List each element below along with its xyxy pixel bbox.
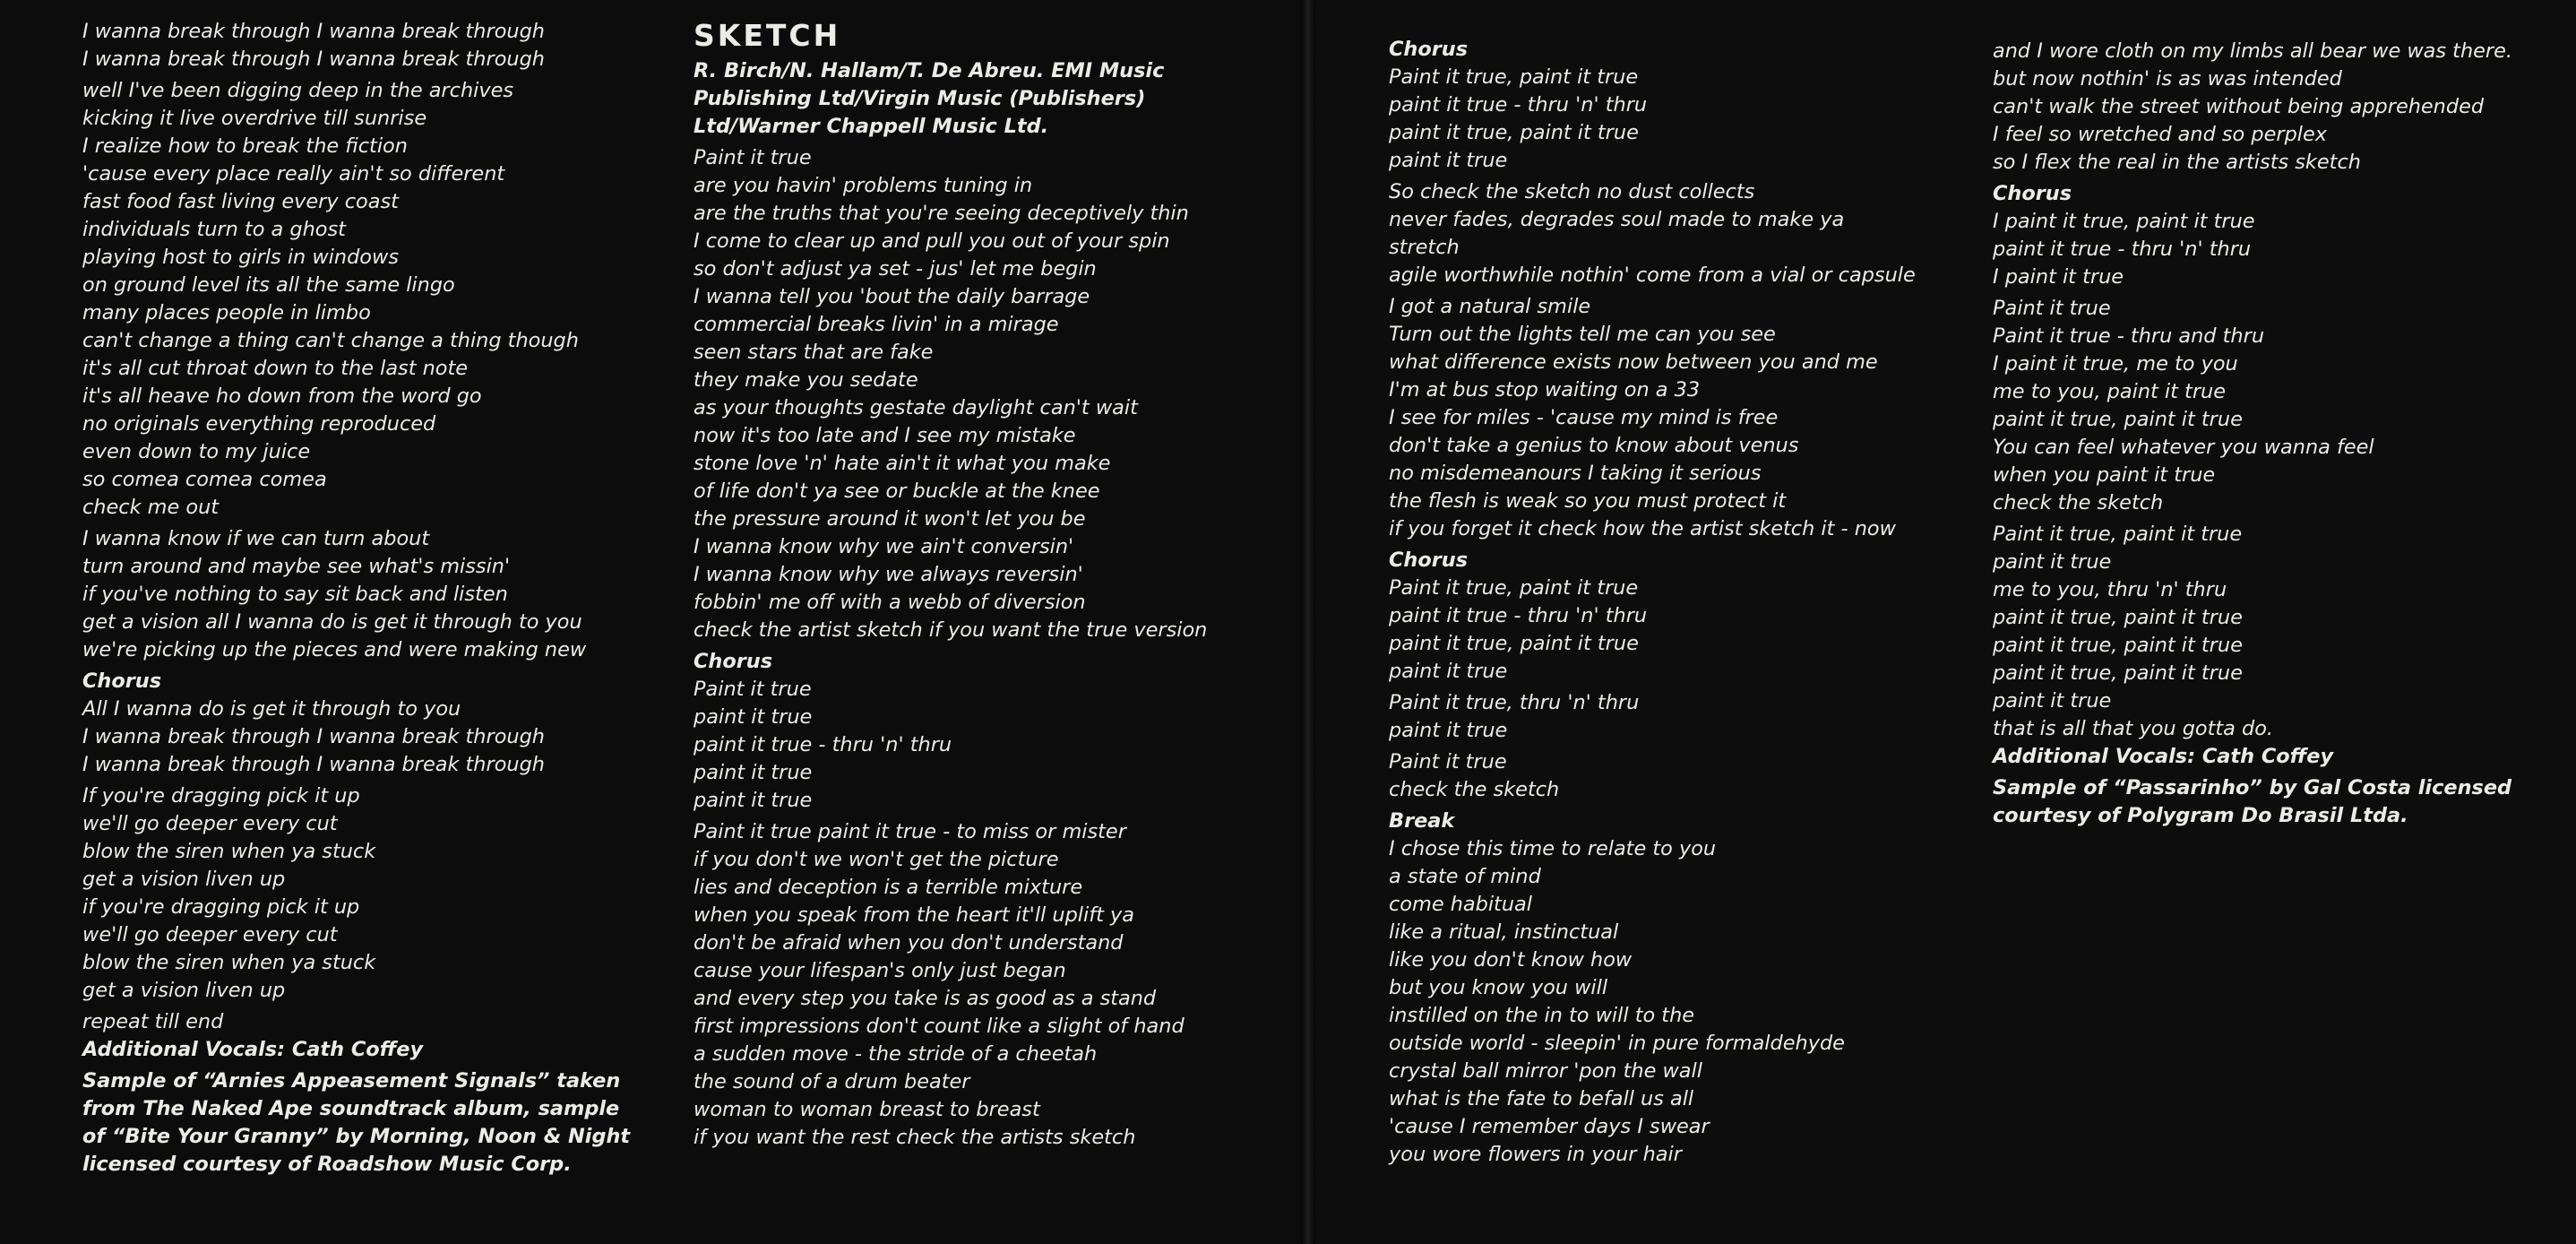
section-heading: Chorus	[1993, 182, 2072, 205]
credit-line: Additional Vocals: Cath Coffey	[1993, 745, 2334, 768]
lyric-line: if you want the rest check the artists sketch	[694, 1126, 1136, 1149]
lyric-line: paint it true	[694, 789, 813, 812]
credit-line: courtesy of Polygram Do Brasil Ltda.	[1993, 804, 2408, 827]
lyric-line: they make you sedate	[694, 368, 918, 392]
section-heading: Chorus	[694, 650, 773, 673]
lyric-line: paint it true, paint it true	[1993, 634, 2243, 657]
lyric-line: are you havin' problems tuning in	[694, 174, 1033, 197]
lyric-line: so comea comea comea	[82, 468, 327, 491]
lyric-line: repeat till end	[82, 1010, 224, 1033]
lyric-line: but now nothin' is as was intended	[1993, 67, 2342, 91]
credit-line: Publishing Ltd/Virgin Music (Publishers)	[694, 87, 1146, 110]
lyric-line: I'm at bus stop waiting on a 33	[1389, 378, 1701, 402]
lyric-line: instilled on the in to will to the	[1389, 1004, 1695, 1027]
lyric-line: paint it true, paint it true	[1993, 661, 2243, 685]
lyric-line: as your thoughts gestate daylight can't wait	[694, 396, 1138, 419]
lyric-line: first impressions don't count like a slight of hand	[694, 1015, 1185, 1038]
lyric-line: if you've nothing to say sit back and listen	[82, 583, 508, 606]
lyric-line: get a vision liven up	[82, 868, 286, 891]
lyric-line: Paint it true	[694, 146, 812, 169]
credit-line: Sample of “Passarinho” by Gal Costa licensed	[1993, 776, 2512, 799]
lyric-line: that is all that you gotta do.	[1993, 717, 2274, 740]
lyric-line: paint it true	[1993, 550, 2112, 574]
lyric-line: So check the sketch no dust collects	[1389, 180, 1755, 203]
lyric-line: check me out	[82, 496, 220, 519]
lyric-line: Paint it true	[694, 678, 812, 701]
lyric-line: I wanna know why we ain't conversin'	[694, 535, 1074, 558]
lyric-line: 'cause I remember days I swear	[1389, 1115, 1710, 1138]
lyric-line: turn around and maybe see what's missin'	[82, 555, 511, 578]
lyric-line: I wanna tell you 'bout the daily barrage	[694, 285, 1090, 308]
lyric-line: crystal ball mirror 'pon the wall	[1389, 1059, 1702, 1083]
lyric-line: Paint it true, paint it true	[1993, 523, 2243, 546]
lyric-line: paint it true, paint it true	[1993, 606, 2243, 629]
lyric-line: if you're dragging pick it up	[82, 895, 360, 919]
lyric-line: 'cause every place really ain't so different	[82, 162, 505, 186]
lyric-line: of life don't ya see or buckle at the knee	[694, 479, 1100, 503]
lyric-line: well I've been digging deep in the archives	[82, 79, 514, 102]
lyric-line: All I wanna do is get it through to you	[82, 697, 461, 721]
lyric-line: on ground level its all the same lingo	[82, 273, 455, 297]
lyric-line: woman to woman breast to breast	[694, 1098, 1040, 1121]
lyric-line: many places people in limbo	[82, 301, 371, 324]
lyric-line: like you don't know how	[1389, 948, 1633, 972]
lyric-line: seen stars that are fake	[694, 341, 934, 364]
credit-line: R. Birch/N. Hallam/T. De Abreu. EMI Music	[694, 59, 1165, 82]
lyric-line: paint it true	[1389, 660, 1508, 683]
lyric-line: we're picking up the pieces and were making new	[82, 638, 587, 661]
lyric-line: I wanna break through I wanna break through	[82, 48, 546, 71]
lyric-line: the pressure around it won't let you be	[694, 507, 1086, 531]
lyric-line: I come to clear up and pull you out of your spin	[694, 229, 1170, 253]
lyric-line: so don't adjust ya set - jus' let me begin	[694, 257, 1097, 281]
lyric-line: if you forget it check how the artist sketch it - now	[1389, 517, 1896, 540]
lyric-line: are the truths that you're seeing deceptively thin	[694, 202, 1189, 225]
lyric-line: blow the siren when ya stuck	[82, 951, 376, 974]
lyric-line: me to you, thru 'n' thru	[1993, 578, 2227, 601]
lyric-line: paint it true	[694, 705, 813, 729]
lyric-line: the flesh is weak so you must protect it	[1389, 489, 1787, 513]
lyric-line: when you paint it true	[1993, 463, 2216, 487]
lyrics-column-2	[694, 18, 1207, 1152]
lyric-line: Turn out the lights tell me can you see	[1389, 323, 1776, 346]
lyric-line: stretch	[1389, 236, 1460, 259]
lyric-line: check the sketch	[1389, 778, 1560, 801]
lyric-line: it's all heave ho down from the word go	[82, 384, 482, 408]
credit-line: of “Bite Your Granny” by Morning, Noon & Night	[82, 1125, 631, 1148]
lyric-line: Paint it true - thru and thru	[1993, 324, 2265, 348]
lyric-line: the sound of a drum beater	[694, 1070, 970, 1093]
lyric-line: I wanna break through I wanna break through	[82, 725, 546, 748]
lyric-line: I got a natural smile	[1389, 295, 1591, 318]
lyrics-column-3	[1389, 36, 1916, 1169]
section-heading: Chorus	[1389, 549, 1469, 572]
credit-line: Sample of “Arnies Appeasement Signals” taken	[82, 1069, 621, 1093]
lyric-line: don't be afraid when you don't understand	[694, 931, 1124, 955]
credit-line: Additional Vocals: Cath Coffey	[82, 1038, 424, 1061]
section-heading: Break	[1389, 809, 1455, 833]
lyric-line: I wanna know why we always reversin'	[694, 563, 1083, 586]
lyric-line: kicking it live overdrive till sunrise	[82, 107, 427, 130]
lyric-line: I chose this time to relate to you	[1389, 837, 1717, 860]
lyric-line: get a vision all I wanna do is get it through to you	[82, 610, 582, 634]
credit-line: from The Naked Ape soundtrack album, sample	[82, 1097, 620, 1120]
lyric-line: can't change a thing can't change a thing though	[82, 329, 579, 352]
lyric-line: I wanna break through I wanna break through	[82, 20, 546, 43]
section-heading: Chorus	[82, 670, 162, 693]
lyric-line: individuals turn to a ghost	[82, 218, 346, 241]
lyric-line: paint it true	[1993, 689, 2112, 713]
lyric-line: Paint it true, paint it true	[1389, 576, 1639, 600]
lyric-line: even down to my juice	[82, 440, 311, 463]
lyric-line: and every step you take is as good as a stand	[694, 987, 1157, 1010]
lyric-line: paint it true, paint it true	[1389, 121, 1639, 144]
section-heading: Chorus	[1389, 38, 1469, 61]
lyric-line: so I flex the real in the artists sketch	[1993, 151, 2361, 174]
lyric-line: Paint it true paint it true - to miss or mister	[694, 820, 1126, 843]
lyric-line: paint it true	[1389, 149, 1508, 172]
lyric-line: now it's too late and I see my mistake	[694, 424, 1076, 447]
song-title: SKETCH	[694, 18, 841, 53]
lyric-line: what is the fate to befall us all	[1389, 1087, 1694, 1110]
credit-line: licensed courtesy of Roadshow Music Corp.	[82, 1153, 572, 1176]
lyrics-column-1	[82, 18, 630, 1179]
lyric-line: a sudden move - the stride of a cheetah	[694, 1042, 1098, 1066]
lyric-line: it's all cut throat down to the last note	[82, 357, 469, 380]
lyric-line: I realize how to break the fiction	[82, 134, 408, 158]
lyric-line: a state of mind	[1389, 865, 1541, 888]
lyric-line: You can feel whatever you wanna feel	[1993, 436, 2374, 459]
lyric-line: what difference exists now between you and me	[1389, 350, 1878, 374]
lyric-line: paint it true - thru 'n' thru	[694, 733, 952, 756]
lyric-line: when you speak from the heart it'll uplift ya	[694, 903, 1134, 927]
lyric-line: we'll go deeper every cut	[82, 923, 338, 946]
lyric-line: I paint it true, paint it true	[1993, 210, 2255, 233]
lyric-line: me to you, paint it true	[1993, 380, 2226, 403]
lyric-line: check the artist sketch if you want the true version	[694, 618, 1208, 642]
lyric-line: check the sketch	[1993, 491, 2164, 514]
lyric-line: paint it true	[694, 761, 813, 784]
lyric-line: fobbin' me off with a webb of diversion	[694, 591, 1086, 614]
lyric-line: and I wore cloth on my limbs all bear we was there.	[1993, 39, 2513, 63]
lyric-line: Paint it true	[1389, 750, 1507, 773]
lyric-line: no originals everything reproduced	[82, 412, 436, 436]
lyric-line: paint it true, paint it true	[1993, 408, 2243, 431]
lyric-line: Paint it true, paint it true	[1389, 65, 1639, 89]
lyric-line: don't take a genius to know about venus	[1389, 434, 1799, 457]
lyric-line: I feel so wretched and so perplex	[1993, 123, 2328, 146]
lyric-line: I see for miles - 'cause my mind is free	[1389, 406, 1779, 429]
lyric-line: agile worthwhile nothin' come from a vial or capsule	[1389, 263, 1916, 287]
lyric-line: paint it true - thru 'n' thru	[1389, 93, 1648, 117]
lyric-line: Paint it true, thru 'n' thru	[1389, 691, 1640, 714]
booklet-spine	[1301, 0, 1315, 1244]
lyric-line: I wanna break through I wanna break through	[82, 753, 546, 776]
lyric-line: playing host to girls in windows	[82, 246, 399, 269]
lyric-line: If you're dragging pick it up	[82, 784, 360, 808]
lyric-line: I wanna know if we can turn about	[82, 527, 430, 550]
lyric-line: outside world - sleepin' in pure formaldehyde	[1389, 1032, 1845, 1055]
credit-line: Ltd/Warner Chappell Music Ltd.	[694, 115, 1049, 138]
lyric-line: we'll go deeper every cut	[82, 812, 338, 835]
lyric-line: paint it true - thru 'n' thru	[1993, 238, 2252, 261]
lyric-line: like a ritual, instinctual	[1389, 920, 1619, 944]
lyric-line: but you know you will	[1389, 976, 1608, 999]
lyric-line: if you don't we won't get the picture	[694, 848, 1059, 871]
lyric-line: fast food fast living every coast	[82, 190, 399, 213]
lyrics-column-4	[1993, 38, 2512, 830]
lyric-line: come habitual	[1389, 893, 1532, 916]
lyric-line: commercial breaks livin' in a mirage	[694, 313, 1059, 336]
lyric-line: lies and deception is a terrible mixture	[694, 876, 1083, 899]
lyric-line: Paint it true	[1993, 297, 2111, 320]
lyric-line: stone love 'n' hate ain't it what you make	[694, 452, 1111, 475]
lyric-line: cause your lifespan's only just began	[694, 959, 1066, 982]
lyric-line: get a vision liven up	[82, 979, 286, 1002]
lyric-line: I paint it true	[1993, 265, 2124, 289]
lyric-line: blow the siren when ya stuck	[82, 840, 376, 863]
lyric-line: can't walk the street without being apprehended	[1993, 95, 2485, 118]
lyric-line: paint it true - thru 'n' thru	[1389, 604, 1648, 627]
lyric-line: I paint it true, me to you	[1993, 352, 2238, 376]
lyric-line: no misdemeanours I taking it serious	[1389, 462, 1762, 485]
lyric-line: you wore flowers in your hair	[1389, 1143, 1682, 1166]
lyric-line: paint it true	[1389, 719, 1508, 742]
lyric-line: never fades, degrades soul made to make ya	[1389, 208, 1845, 231]
lyric-line: paint it true, paint it true	[1389, 632, 1639, 655]
